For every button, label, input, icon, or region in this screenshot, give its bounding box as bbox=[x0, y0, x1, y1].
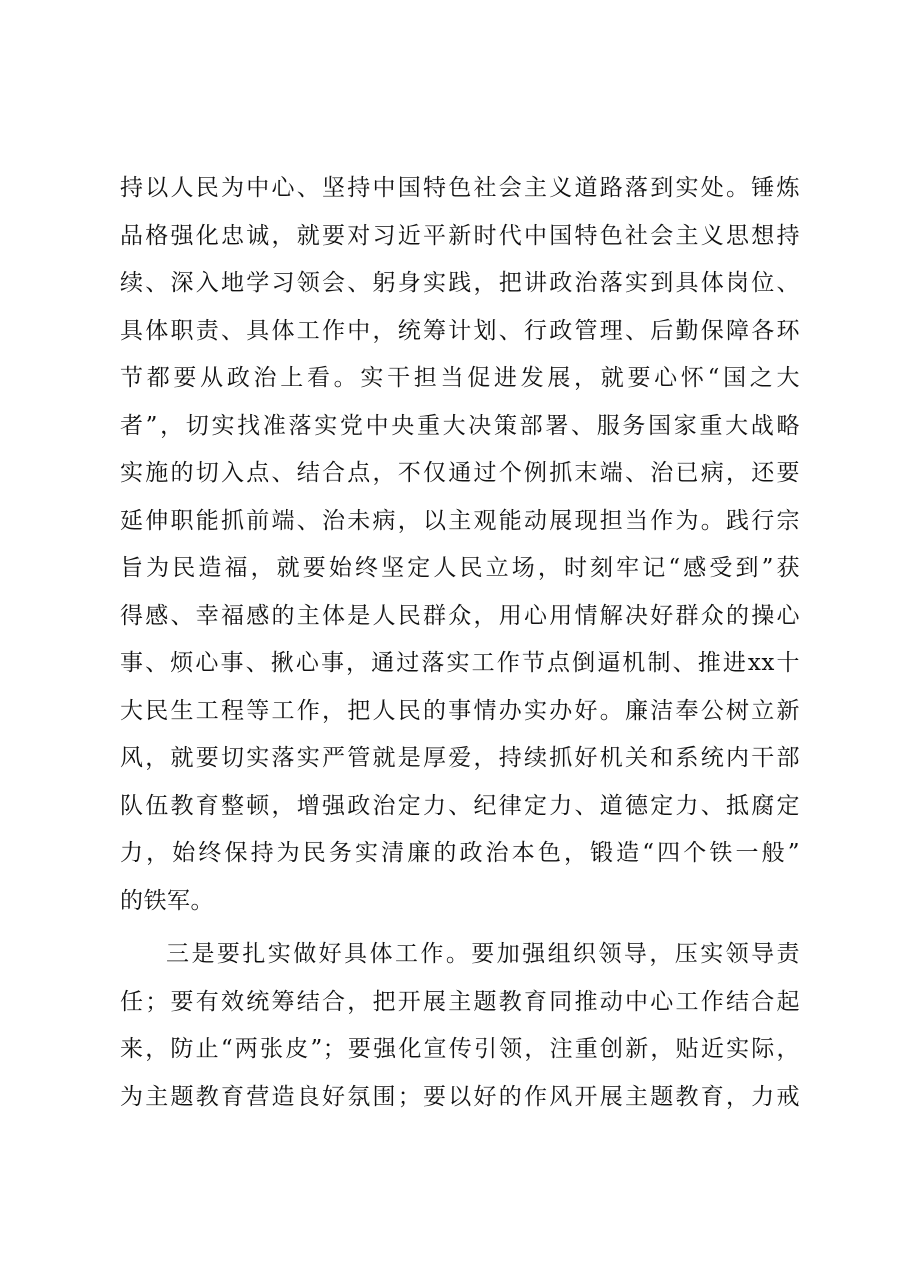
text-line: 大民生工程等工作，把人民的事情办实办好。廉洁奉公树立新 bbox=[120, 697, 800, 724]
paragraph-1 bbox=[120, 165, 800, 925]
text-line: 具体职责、具体工作中，统筹计划、行政管理、后勤保障各环 bbox=[120, 317, 800, 344]
text-line: 队伍教育整顿，增强政治定力、纪律定力、道德定力、抵腐定 bbox=[120, 792, 800, 819]
text-line: 三是要扎实做好具体工作。要加强组织领导，压实领导责 bbox=[166, 941, 800, 967]
paragraph-2 bbox=[120, 931, 800, 1121]
text-line: 续、深入地学习领会、躬身实践，把讲政治落实到具体岗位、 bbox=[120, 270, 800, 296]
body-text bbox=[120, 165, 800, 1121]
text-line: 风，就要切实落实严管就是厚爱，持续抓好机关和系统内干部 bbox=[120, 745, 800, 771]
text-line: 得感、幸福感的主体是人民群众，用心用情解决好群众的操心 bbox=[120, 602, 800, 629]
text-line: 任；要有效统筹结合，把开展主题教育同推动中心工作结合起 bbox=[120, 988, 800, 1015]
text-line: 持以人民为中心、坚持中国特色社会主义道路落到实处。锤炼 bbox=[120, 175, 800, 201]
text-line: 为主题教育营造良好氛围；要以好的作风开展主题教育，力戒 bbox=[120, 1083, 800, 1110]
text-line: 节都要从政治上看。实干担当促进发展，就要心怀“国之大 bbox=[120, 365, 800, 391]
text-line: 旨为民造福，就要始终坚定人民立场，时刻牢记“感受到”获 bbox=[120, 555, 800, 581]
text-line: 的铁军。 bbox=[120, 887, 214, 914]
text-line: 者”，切实找准落实党中央重大决策部署、服务国家重大战略 bbox=[120, 412, 800, 439]
text-line: 事、烦心事、揪心事，通过落实工作节点倒逼机制、推进xx十 bbox=[120, 650, 800, 676]
text-line: 力，始终保持为民务实清廉的政治本色，锻造“四个铁一般” bbox=[120, 840, 800, 866]
text-line: 延伸职能抓前端、治未病，以主观能动展现担当作为。践行宗 bbox=[120, 507, 800, 534]
text-line: 品格强化忠诚，就要对习近平新时代中国特色社会主义思想持 bbox=[120, 222, 800, 249]
text-line: 实施的切入点、结合点，不仅通过个例抓末端、治已病，还要 bbox=[120, 460, 800, 486]
text-line: 来，防止“两张皮”；要强化宣传引领，注重创新，贴近实际， bbox=[120, 1036, 800, 1062]
